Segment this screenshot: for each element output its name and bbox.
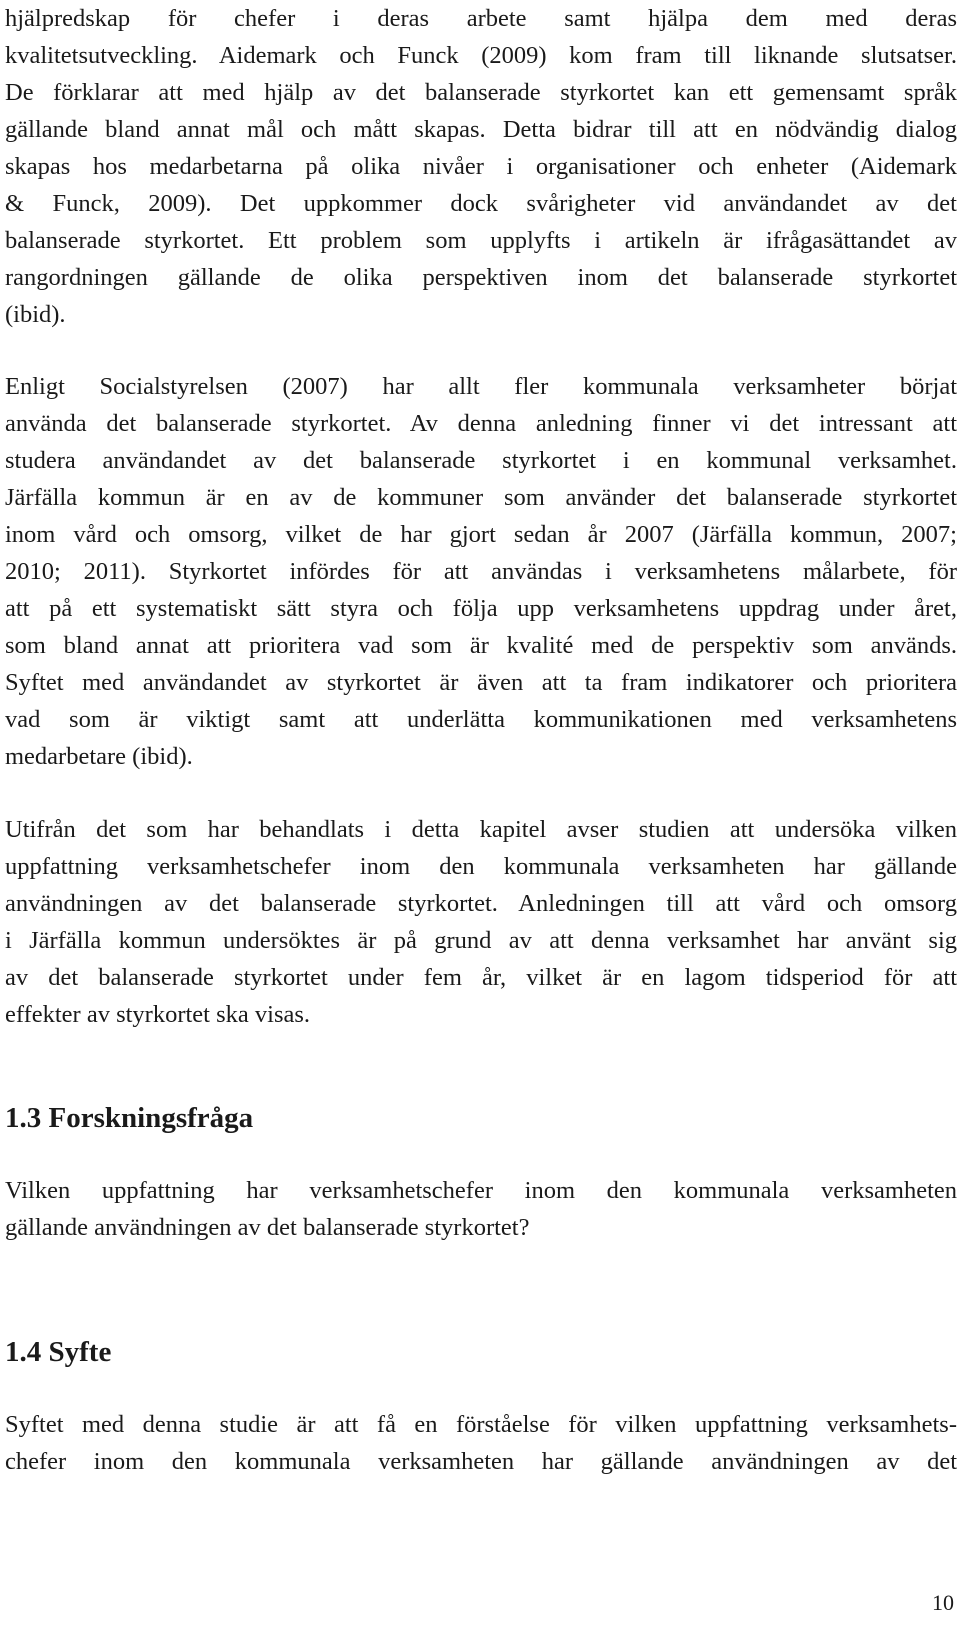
document-page xyxy=(5,0,957,1480)
text-line: effekter av styrkortet ska visas. xyxy=(5,1001,311,1028)
text-line: chefer inom den kommunala verksamheten har gällande användningen av det xyxy=(5,1448,957,1475)
text-line: 2010; 2011). Styrkortet infördes för att användas i verksamhetens målarbete, för xyxy=(5,558,957,585)
text-line: Utifrån det som har behandlats i detta kapitel avser studien att undersöka vilken xyxy=(5,816,957,843)
text-line: Enligt Socialstyrelsen (2007) har allt fler kommunala verksamheter börjat xyxy=(5,373,957,400)
text-line: Järfälla kommun är en av de kommuner som använder det balanserade styrkortet xyxy=(5,484,957,511)
text-line: & Funck, 2009). Det uppkommer dock svårigheter vid användandet av det xyxy=(5,190,957,217)
text-line: användningen av det balanserade styrkortet. Anledningen till att vård och omsorg xyxy=(5,890,957,917)
section-heading: 1.3 Forskningsfråga xyxy=(5,1102,254,1134)
text-line: (ibid). xyxy=(5,301,66,328)
text-line: kvalitetsutveckling. Aidemark och Funck (2009) kom fram till liknande slutsatser. xyxy=(5,42,957,69)
text-line: använda det balanserade styrkortet. Av denna anledning finner vi det intressant att xyxy=(5,410,957,437)
paragraph xyxy=(5,0,957,333)
text-line: rangordningen gällande de olika perspektiven inom det balanserade styrkortet xyxy=(5,264,957,291)
paragraph xyxy=(5,1172,957,1246)
text-line: att på ett systematiskt sätt styra och följa upp verksamhetens uppdrag under året, xyxy=(5,595,957,622)
text-line: Syftet med användandet av styrkortet är även att ta fram indikatorer och prioritera xyxy=(5,669,957,696)
text-line: medarbetare (ibid). xyxy=(5,743,193,770)
text-line: inom vård och omsorg, vilket de har gjort sedan år 2007 (Järfälla kommun, 2007; xyxy=(5,521,957,548)
text-line: i Järfälla kommun undersöktes är på grund av att denna verksamhet har använt sig xyxy=(5,927,957,954)
text-line: vad som är viktigt samt att underlätta kommunikationen med verksamhetens xyxy=(5,706,957,733)
text-line: Vilken uppfattning har verksamhetschefer inom den kommunala verksamheten xyxy=(5,1177,957,1204)
paragraph xyxy=(5,368,957,775)
text-line: gällande användningen av det balanserade styrkortet? xyxy=(5,1214,530,1241)
text-line: De förklarar att med hjälp av det balanserade styrkortet kan ett gemensamt språk xyxy=(5,79,957,106)
page-number: 10 xyxy=(932,1590,954,1615)
text-line: av det balanserade styrkortet under fem år, vilket är en lagom tidsperiod för att xyxy=(5,964,957,991)
text-line: Syftet med denna studie är att få en förståelse för vilken uppfattning verksamhets- xyxy=(5,1411,957,1438)
text-line: balanserade styrkortet. Ett problem som upplyfts i artikeln är ifrågasättandet av xyxy=(5,227,957,254)
text-line: skapas hos medarbetarna på olika nivåer i organisationer och enheter (Aidemark xyxy=(5,153,957,180)
text-line: som bland annat att prioritera vad som är kvalité med de perspektiv som används. xyxy=(5,632,957,659)
text-line: uppfattning verksamhetschefer inom den kommunala verksamheten har gällande xyxy=(5,853,957,880)
text-line: hjälpredskap för chefer i deras arbete samt hjälpa dem med deras xyxy=(5,5,957,32)
paragraph xyxy=(5,811,957,1033)
text-line: studera användandet av det balanserade styrkortet i en kommunal verksamhet. xyxy=(5,447,957,474)
text-line: gällande bland annat mål och mått skapas. Detta bidrar till att en nödvändig dialog xyxy=(5,116,957,143)
section-heading: 1.4 Syfte xyxy=(5,1336,112,1368)
paragraph xyxy=(5,1406,957,1480)
